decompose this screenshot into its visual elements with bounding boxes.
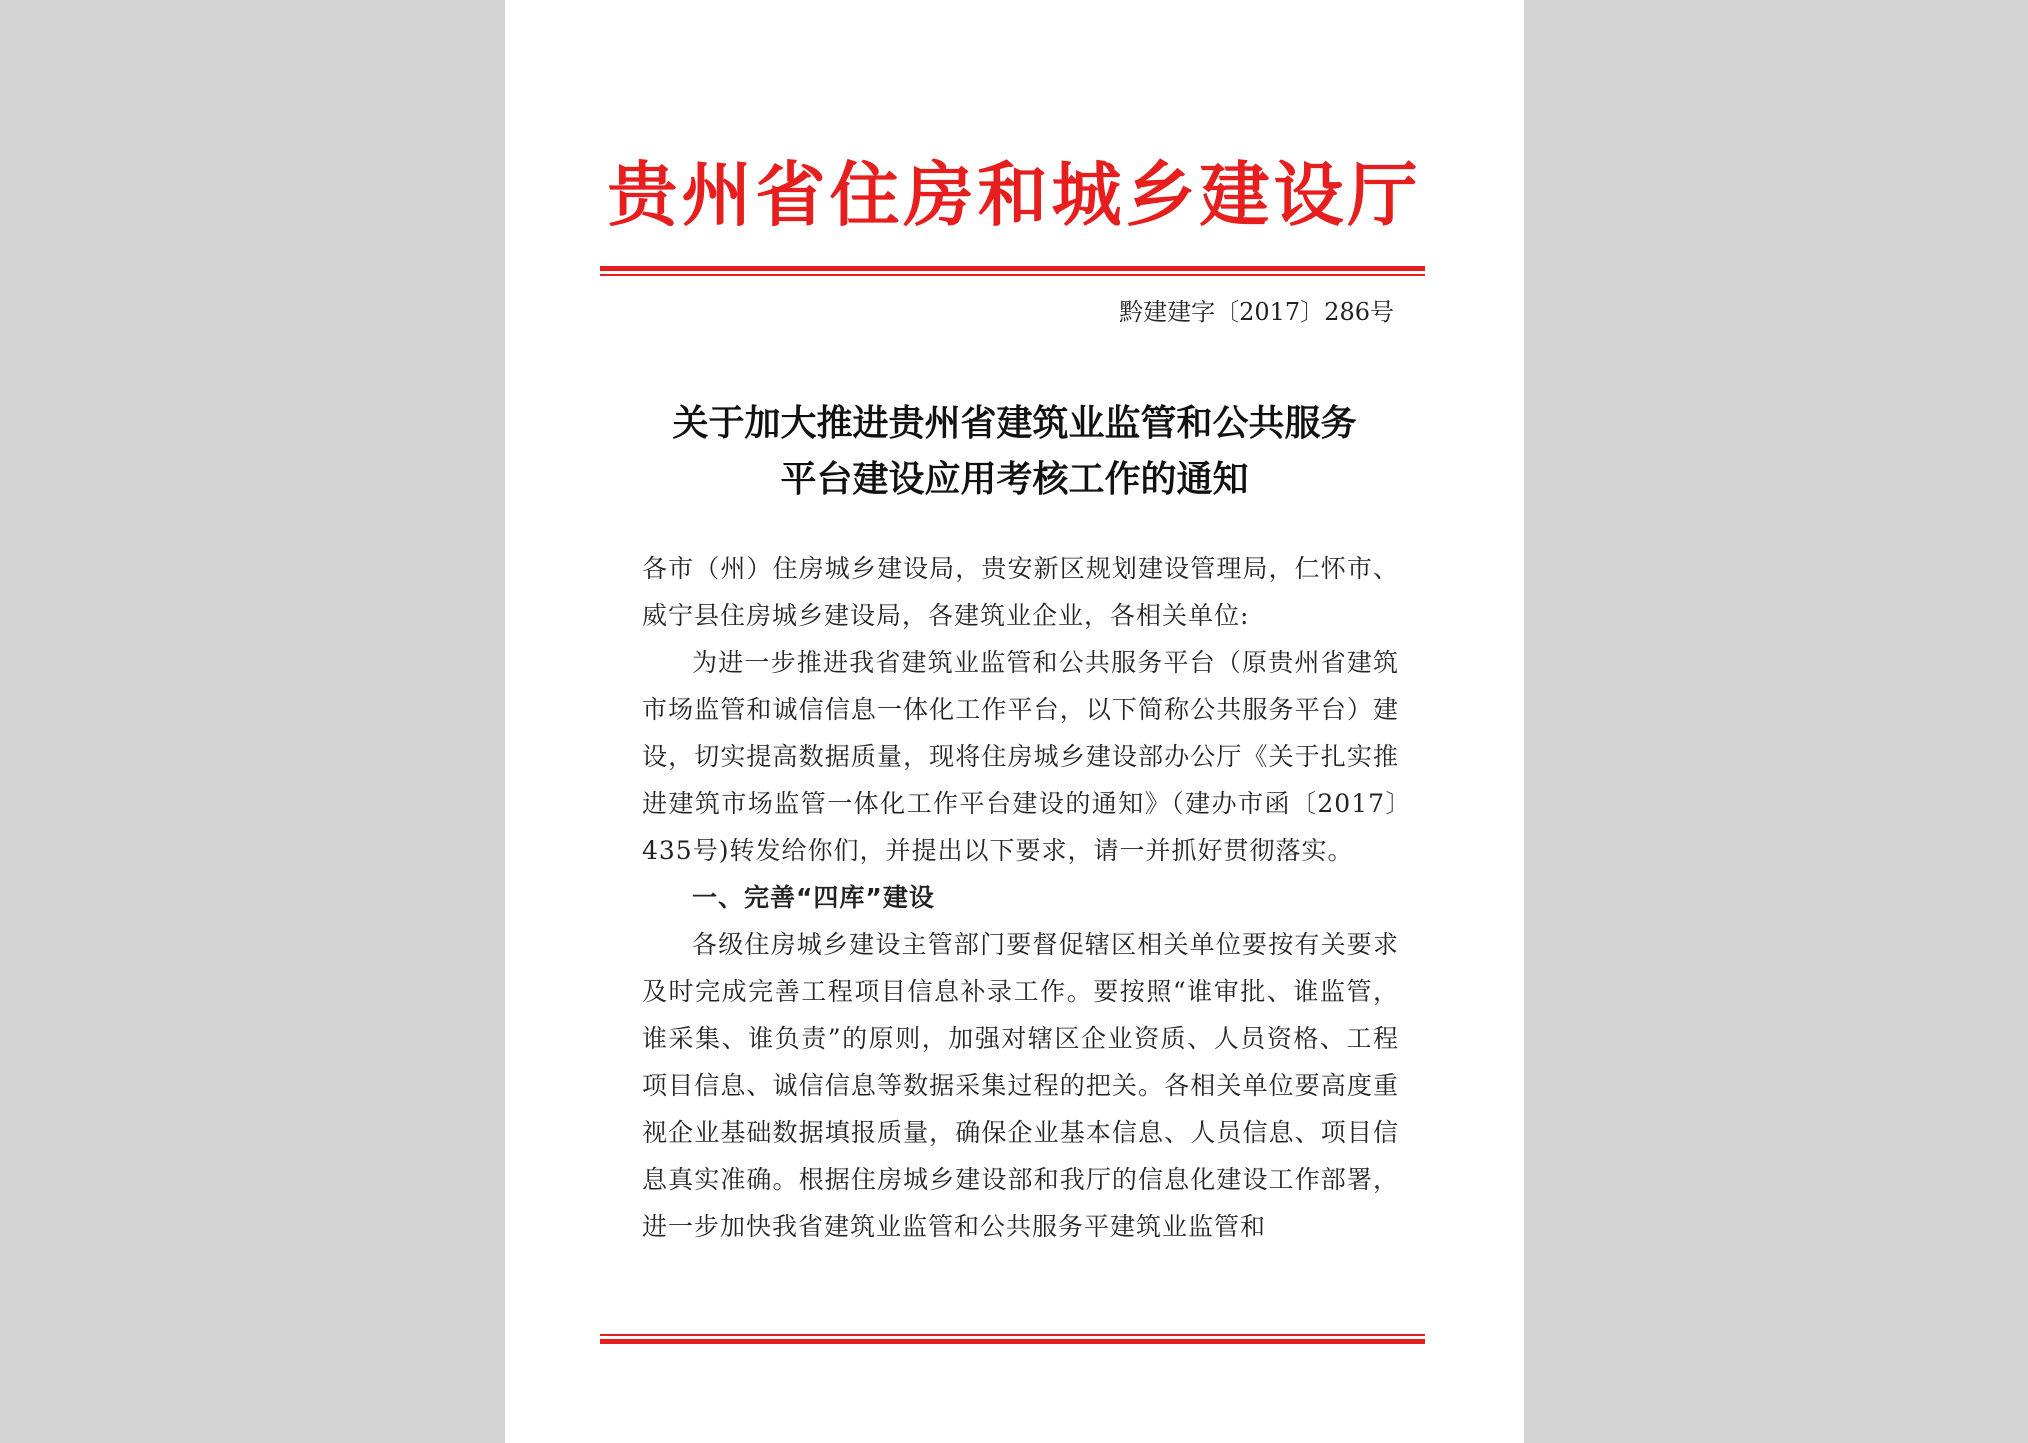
notice-title-line-1: 关于加大推进贵州省建筑业监管和公共服务 [672, 402, 1357, 444]
section-1-heading: 一、完善“四库”建设 [692, 883, 935, 912]
header-red-rule-thick [600, 266, 1425, 271]
footer-red-rule-thick [600, 1339, 1425, 1344]
agency-header-title: 贵州省住房和城乡建设厅 [607, 153, 1422, 236]
document-number: 黔建建字〔2017〕286号 [1119, 298, 1394, 326]
header-red-rule-thin [600, 274, 1425, 276]
footer-red-rule-thin [600, 1334, 1425, 1336]
document-page [505, 0, 1524, 1443]
intro-paragraph: 为进一步推进我省建筑业监管和公共服务平台（原贵州省建筑市场监管和诚信信息一体化工作平台，以下简称公共服务平台）建设，切实提高数据质量，现将住房城乡建设部办公厅《关于扎实推进建筑市场监管一体化工作平台建设的通知》（建办市函〔2017〕435号)转发给你们，并提出以下要求，请一并抓好贯彻落实。 [642, 648, 1399, 865]
document-body [642, 545, 1399, 1250]
section-1-paragraph: 各级住房城乡建设主管部门要督促辖区相关单位要按有关要求及时完成完善工程项目信息补录工作。要按照“谁审批、谁监管，谁采集、谁负责”的原则，加强对辖区企业资质、人员资格、工程项目信息、诚信信息等数据采集过程的把关。各相关单位要高度重视企业基础数据填报质量，确保企业基本信息、人员信息、项目信息真实准确。根据住房城乡建设部和我厅的信息化建设工作部署，进一步加快我省建筑业监管和公共服务平建筑业监管和 [642, 930, 1399, 1241]
recipients-paragraph: 各市（州）住房城乡建设局，贵安新区规划建设管理局，仁怀市、威宁县住房城乡建设局，各建筑业企业，各相关单位: [642, 554, 1399, 630]
notice-title-line-2: 平台建设应用考核工作的通知 [780, 458, 1249, 500]
notice-title [505, 395, 1524, 507]
